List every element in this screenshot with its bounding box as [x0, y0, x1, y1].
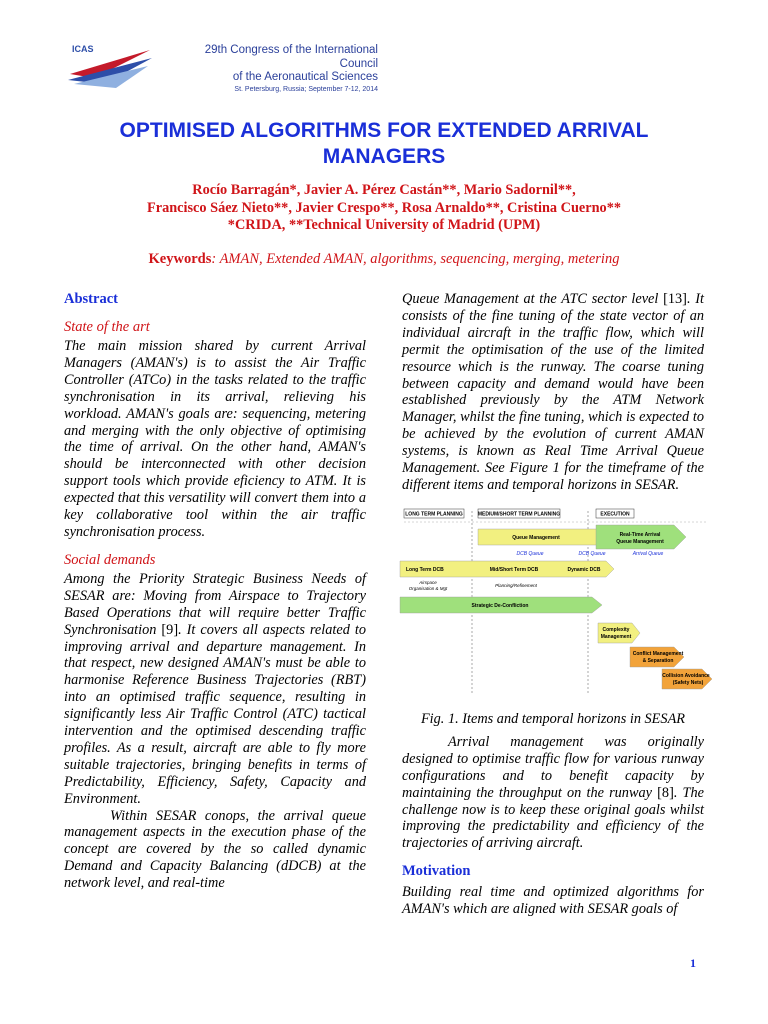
keywords — [64, 251, 704, 268]
cont-text-a: Queue Management at the ATC sector level — [402, 291, 664, 307]
logo-text: ICAS — [72, 44, 94, 54]
collision-label-2: (Safety Nets) — [672, 679, 704, 686]
conference-line-1: 29th Congress of the International Council — [204, 44, 378, 70]
citation-13: [13] — [663, 291, 687, 307]
left-column — [64, 291, 366, 903]
arrival-text-a: Arrival management was originally designed to optimise traffic flow for various runway configurations and to benefit capacity by maintaining the throughput on the runway — [402, 733, 704, 801]
conference-banner — [168, 44, 378, 95]
complexity-label-1: Complexity — [602, 626, 630, 633]
authors-line-1: Rocío Barragán*, Javier A. Pérez Castán**, Mario Sadornil**, — [192, 182, 576, 198]
rt-arrival-label-2: Queue Management — [616, 538, 664, 545]
citation-8: [8] — [657, 784, 674, 801]
arrival-management-text — [402, 734, 704, 852]
cont-text-b: . It consists of the fine tuning of the state vector of an individual aircraft in the traffic flow, which will permit the optimisation of the use of the limited resource which is the runway. The coarse tuning between capacity and demand would have been established previously by the ATM Network Manager, whilst the fine tuning, which is expected to be achieved by the evolution of current AMAN systems, is known as Real Time Arrival Queue Management. See Figure 1 for the timeframe of the different items and temporal horizons in SESAR. — [402, 291, 704, 493]
page-number: 1 — [690, 956, 696, 970]
social-demands-heading: Social demands — [64, 551, 156, 568]
motivation-heading: Motivation — [402, 863, 471, 880]
conflict-label-1: Conflict Management — [632, 650, 684, 657]
planning-refinement-label: Planning/Refinement — [495, 582, 537, 588]
sesar-horizons-figure — [396, 505, 714, 705]
abstract-heading: Abstract — [64, 291, 118, 307]
conflict-label-2: & Separation — [642, 657, 674, 664]
dcb-queue-label-2: DCB Queue — [578, 550, 606, 557]
collision-label-1: Collision Avoidance — [662, 672, 710, 679]
conference-line-2: of the Aeronautical Sciences — [232, 71, 378, 83]
author-block — [64, 182, 704, 235]
state-of-art-heading: State of the art — [64, 319, 150, 335]
conference-line-3: St. Petersburg, Russia; September 7-12, 2014 — [234, 85, 378, 93]
arrival-queue-label: Arrival Queue — [632, 550, 664, 557]
airspace-label-2: Organisation & Mgt — [408, 585, 448, 591]
social-text-a: Among the Priority Strategic Business Needs of SESAR are: Moving from Airspace to Trajectory Based Operations that will require better Traffic Synchronisation — [64, 570, 366, 638]
dcb-queue-label: DCB Queue — [516, 550, 544, 557]
figure-caption: Fig. 1. Items and temporal horizons in SESAR — [420, 710, 686, 727]
long-term-dcb-label: Long Term DCB — [406, 566, 444, 573]
phase-long-term-label: LONG TERM PLANNING — [405, 511, 463, 518]
phase-medium-short-label: MEDIUM/SHORT TERM PLANNING — [477, 511, 561, 518]
arrival-text-b: . The challenge now is to keep these original goals whilst improving the predictability and efficiency of the trajectories of arriving aircraft. — [402, 784, 704, 852]
complexity-label-2: Management — [600, 633, 632, 640]
sesar-conops-text: Within SESAR conops, the arrival queue management aspects in the execution phase of the concept are covered by the so called dynamic Demand and Capacity Balancing (dDCB) at the network level, and real-time — [64, 807, 366, 892]
keywords-label: Keywords — [148, 251, 212, 267]
queue-management-text — [402, 291, 704, 494]
icas-logo — [64, 40, 156, 90]
dynamic-dcb-label: Dynamic DCB — [567, 566, 601, 573]
affiliations: *CRIDA, **Technical University of Madrid (UPM) — [227, 217, 541, 233]
keywords-text: : AMAN, Extended AMAN, algorithms, sequencing, merging, metering — [211, 251, 620, 267]
right-column — [402, 291, 710, 929]
conflict-arrow — [630, 647, 684, 667]
social-text-b: . It covers all aspects related to improving arrival and departure management. In that respect, new designed AMAN's must be able to harmonise Reference Business Trajectories (RBT) into an optimised traffic sequence, resulting in significantly less Air Traffic Control (ATC) tactical intervention and the optimised descending traffic profiles. As a result, aircraft are able to fly more suitable trajectories, bringing benefits in terms of Predictability, Efficiency, Safety, Capacity and Environment. — [64, 621, 366, 807]
queue-management-label: Queue Management — [512, 534, 560, 541]
citation-9: [9] — [161, 621, 179, 638]
collision-arrow — [662, 669, 712, 689]
rt-arrival-label-1: Real-Time Arrival — [619, 531, 661, 538]
state-of-art-text: The main mission shared by current Arrival Managers (AMAN's) is to assist the Air Traffic Controller (ATCo) in the tasks related to the traffic synchronisation in its arrival, relieving his workload. AMAN's goals are: sequencing, metering and merging with the only objective of optimising the time of arrival. On the other hand, AMAN's should be interconnected with other decision support tools which provide eficiency to ATM. It is expected that this versatility will convert them into a key collaborative tool within the air traffic synchronisation process. — [64, 338, 366, 540]
social-demands-text — [64, 571, 366, 808]
airspace-label-1: Airspace — [419, 579, 437, 585]
mid-short-dcb-label: Mid/Short Term DCB — [489, 566, 539, 573]
paper-title: OPTIMISED ALGORITHMS FOR EXTENDED ARRIVAL MANAGERS — [119, 119, 649, 168]
phase-execution-label: EXECUTION — [600, 511, 630, 518]
strategic-deconfliction-label: Strategic De-Confliction — [471, 602, 529, 609]
authors-line-2: Francisco Sáez Nieto**, Javier Crespo**, Rosa Arnaldo**, Cristina Cuerno** — [146, 199, 622, 216]
motivation-text: Building real time and optimized algorithms for AMAN's which are aligned with SESAR goals of — [402, 884, 704, 918]
complexity-arrow — [598, 623, 640, 643]
